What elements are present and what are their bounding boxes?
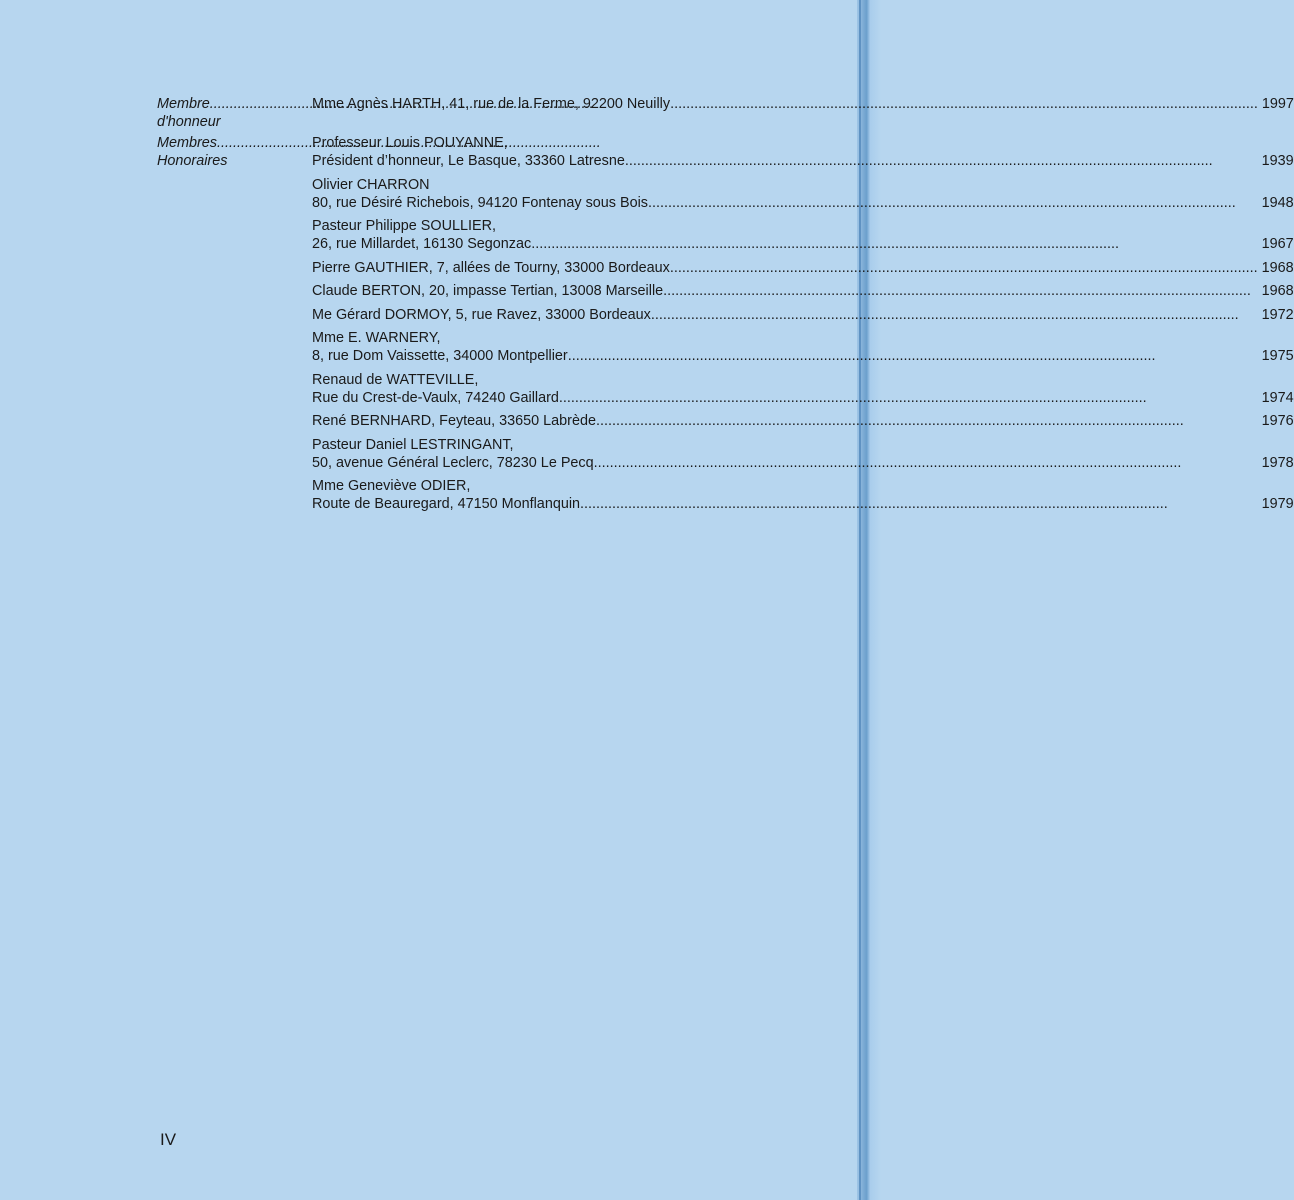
member-section	[157, 134, 1294, 519]
entry-year: 1975	[1261, 348, 1294, 364]
member-entry	[312, 306, 1294, 324]
entry-year: 1968	[1261, 283, 1294, 299]
entry-address: 26, rue Millardet, 16130 Segonzac	[312, 236, 532, 252]
entry-name: Mme E. WARNERY,	[312, 330, 441, 346]
dot-leader	[594, 454, 1258, 472]
entry-year: 1974	[1261, 389, 1294, 406]
section-label-text: Membres	[157, 135, 217, 151]
member-entry	[312, 436, 1294, 472]
dot-leader	[670, 95, 1258, 113]
member-entry	[312, 282, 1294, 300]
member-entry	[312, 217, 1294, 253]
entry-name: Renaud de WATTEVILLE,	[312, 371, 479, 388]
member-section	[157, 95, 1294, 131]
entry-year: 1976	[1261, 413, 1294, 429]
entry-address: Claude BERTON, 20, impasse Tertian, 13008 Marseille	[312, 283, 664, 299]
entry-year: 1997	[1261, 96, 1294, 112]
entry-address: Mme Agnès HARTH, 41, rue de la Ferme, 92200 Neuilly	[312, 96, 671, 112]
dot-leader	[559, 389, 1258, 407]
section-label-text: d'honneur	[157, 114, 221, 130]
entry-name: Mme Geneviève ODIER,	[312, 478, 471, 494]
entry-year: 1972	[1261, 306, 1294, 323]
entry-year: 1948	[1261, 194, 1294, 211]
entry-address: Me Gérard DORMOY, 5, rue Ravez, 33000 Bordeaux	[312, 306, 651, 323]
member-entry	[312, 95, 1294, 113]
entries	[312, 134, 1294, 519]
entry-address: Pierre GAUTHIER, 7, allées de Tourny, 33000 Bordeaux	[312, 259, 670, 276]
dot-leader	[651, 306, 1258, 324]
page-number: IV	[160, 1130, 177, 1149]
dot-leader	[670, 259, 1258, 277]
entry-year: 1978	[1261, 454, 1294, 471]
section-label-text: Membre	[157, 96, 210, 112]
entries	[312, 95, 1294, 131]
section-label	[157, 134, 312, 519]
entry-year: 1968	[1261, 259, 1294, 276]
member-entry	[312, 477, 1294, 513]
dot-leader	[568, 347, 1258, 365]
dot-leader	[663, 282, 1257, 300]
dot-leader	[531, 235, 1257, 253]
member-entry	[312, 259, 1294, 277]
entry-year: 1967	[1261, 236, 1294, 252]
entry-address: Rue du Crest-de-Vaulx, 74240 Gaillard	[312, 389, 559, 406]
entry-address: Président d’honneur, Le Basque, 33360 Latresne	[312, 153, 625, 169]
entry-name: Pasteur Daniel LESTRINGANT,	[312, 436, 514, 453]
entry-name: Olivier CHARRON	[312, 176, 430, 193]
member-entry	[312, 412, 1294, 430]
dot-leader	[648, 194, 1258, 212]
entry-address: 8, rue Dom Vaissette, 34000 Montpellier	[312, 348, 568, 364]
entry-name: Pasteur Philippe SOULLIER,	[312, 218, 496, 234]
entry-year: 1979	[1261, 496, 1294, 512]
entry-year: 1939	[1261, 153, 1294, 169]
member-entry	[312, 134, 1294, 170]
entry-address: 80, rue Désiré Richebois, 94120 Fontenay sous Bois	[312, 194, 648, 211]
entry-address: 50, avenue Général Leclerc, 78230 Le Pecq	[312, 454, 594, 471]
dot-leader	[625, 152, 1258, 170]
entry-name: Professeur Louis POUYANNE,	[312, 135, 508, 151]
member-entry	[312, 176, 1294, 212]
entry-address: René BERNHARD, Feyteau, 33650 Labrède	[312, 413, 596, 429]
section-label-text: Honoraires	[157, 153, 228, 169]
member-entry	[312, 371, 1294, 407]
member-list	[157, 95, 1294, 522]
entry-address: Route de Beauregard, 47150 Monflanquin	[312, 496, 581, 512]
section-label	[157, 95, 312, 131]
dot-leader	[580, 495, 1258, 513]
member-entry	[312, 329, 1294, 365]
dot-leader	[596, 412, 1258, 430]
